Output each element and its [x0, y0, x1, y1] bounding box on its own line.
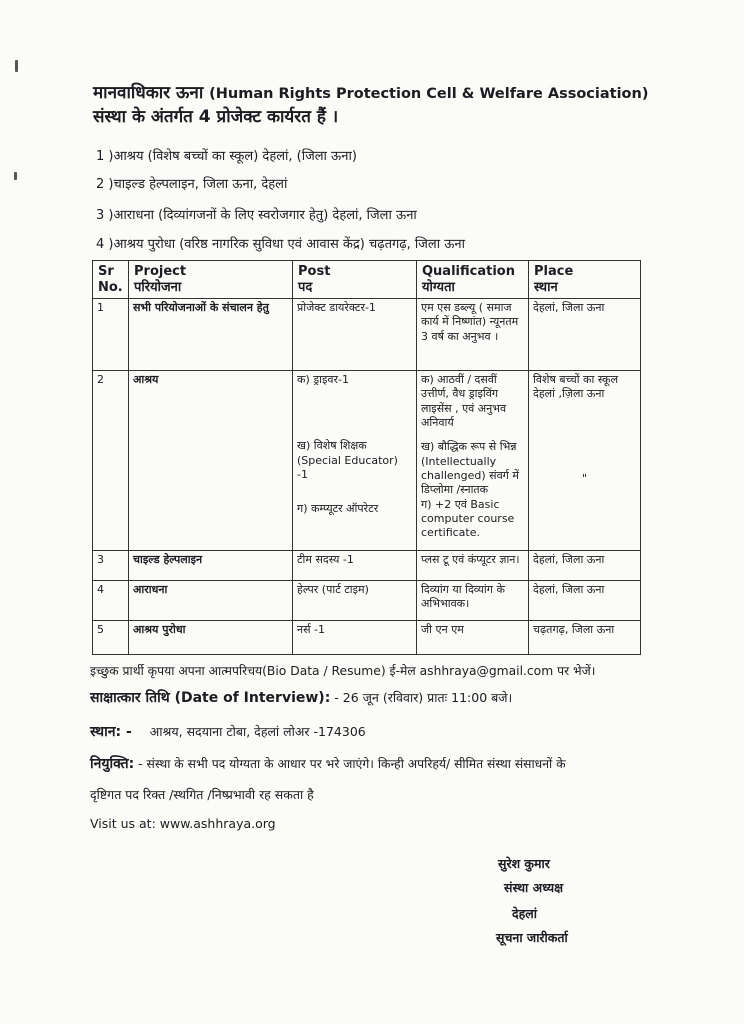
cell-sr: 3	[93, 551, 129, 581]
table-row	[93, 551, 641, 581]
qual-driver: क) आठवीं / दसवीं उत्तीर्ण, वैध ड्राइविंग लाइसेंस , एवं अनुभव अनिवार्य	[421, 373, 507, 430]
cell-post: प्रोजेक्ट डायरेक्टर-1	[293, 299, 417, 371]
cell-sr: 4	[93, 581, 129, 621]
cell-project: आराधना	[129, 581, 293, 621]
header-qualification	[417, 261, 529, 299]
table-row	[93, 299, 641, 371]
appointment-line-2: दृष्टिगत पद रिक्त /स्थगित /निष्प्रभावी रह सकता है	[90, 787, 314, 802]
header-project	[129, 261, 293, 299]
venue-value: आश्रय, सदयाना टोबा, देहलां लोअर -174306	[149, 724, 366, 739]
visit-link[interactable]: Visit us at: www.ashhraya.org	[90, 816, 276, 831]
table-header-row	[93, 261, 641, 299]
cell-project: आश्रय पुरोधा	[129, 621, 293, 655]
header-place	[529, 261, 641, 299]
cell-post: नर्स -1	[293, 621, 417, 655]
cell-project: चाइल्ड हेल्पलाइन	[129, 551, 293, 581]
cell-post: टीम सदस्य -1	[293, 551, 417, 581]
cell-project: सभी परियोजनाओं के संचालन हेतु	[129, 299, 293, 371]
ditto-mark: "	[581, 471, 588, 485]
header-place-hi: स्थान	[534, 279, 558, 295]
cell-post	[293, 371, 417, 551]
cell-qualification: जी एन एम	[417, 621, 529, 655]
project-item-4: 4 )आश्रय पुरोधा (वरिष्ठ नागरिक सुविधा एवं आवास केंद्र) चढ़तगढ़, जिला ऊना	[96, 237, 465, 252]
header-qual-en: Qualification	[422, 264, 515, 279]
table-row	[93, 581, 641, 621]
cell-qualification	[417, 371, 529, 551]
cell-place: देहलां, जिला ऊना	[529, 581, 641, 621]
appointment-label: नियुक्ति:	[90, 756, 135, 772]
signatory-place: देहलां	[512, 906, 537, 921]
interview-label: साक्षात्कार तिथि (Date of Interview):	[90, 690, 331, 706]
scan-speck	[14, 172, 17, 180]
cell-post: हेल्पर (पार्ट टाइम)	[293, 581, 417, 621]
table-row	[93, 371, 641, 551]
post-driver: क) ड्राइवर-1	[297, 373, 349, 387]
header-place-en: Place	[534, 264, 574, 279]
signatory-designation: संस्था अध्यक्ष	[504, 880, 564, 895]
header-post-en: Post	[298, 264, 331, 279]
cell-place: चढ़तगढ़, जिला ऊना	[529, 621, 641, 655]
header-post-hi: पद	[298, 279, 313, 295]
qual-computer-operator: ग) +2 एवं Basic computer course certificate.	[421, 497, 515, 540]
cell-place	[529, 371, 641, 551]
header-qual-hi: योग्यता	[422, 279, 455, 295]
venue	[90, 722, 366, 741]
project-item-2: 2 )चाइल्ड हेल्पलाइन, जिला ऊना, देहलां	[96, 177, 288, 192]
cell-sr: 1	[93, 299, 129, 371]
apply-instruction: इच्छुक प्रार्थी कृपया अपना आत्मपरिचय(Bio Data / Resume) ई-मेल ashhraya@gmail.com पर भेजें।	[90, 664, 596, 678]
interview-value: - 26 जून (रविवार) प्रातः 11:00 बजे।	[334, 690, 513, 705]
place-school: विशेष बच्चों का स्कूल देहलां ,ज़िला ऊना	[533, 373, 619, 401]
cell-qualification: प्लस टू एवं कंप्यूटर ज्ञान।	[417, 551, 529, 581]
cell-project: आश्रय	[129, 371, 293, 551]
qual-special-educator: ख) बौद्धिक रूप से भिन्न (Intellectually challenged) संवर्ग में डिप्लोमा /स्नातक	[421, 440, 519, 497]
cell-qualification: एम एस डब्ल्यू ( समाज कार्य में निष्णांत) न्यूनतम 3 वर्ष का अनुभव ।	[417, 299, 529, 371]
project-item-3: 3 )आराधना (दिव्यांगजनों के लिए स्वरोजगार हेतु) देहलां, जिला ऊना	[96, 208, 417, 223]
scan-speck	[15, 60, 18, 72]
heading-line-2: संस्था के अंतर्गत 4 प्रोजेक्ट कार्यरत हैं ।	[93, 107, 339, 127]
heading-english: (Human Rights Protection Cell & Welfare Association)	[209, 86, 649, 102]
cell-place: देहलां, जिला ऊना	[529, 551, 641, 581]
post-computer-operator: ग) कम्प्यूटर ऑपरेटर	[297, 502, 379, 516]
post-special-educator: ख) विशेष शिक्षक (Special Educator) -1	[297, 439, 398, 482]
cell-place: देहलां, जिला ऊना	[529, 299, 641, 371]
signatory-name: सुरेश कुमार	[498, 856, 550, 871]
project-item-1: 1 )आश्रय (विशेष बच्चों का स्कूल) देहलां, (जिला ऊना)	[96, 149, 357, 164]
header-post	[293, 261, 417, 299]
venue-label: स्थान: -	[90, 724, 132, 740]
interview-date	[90, 688, 512, 707]
cell-qualification: दिव्यांग या दिव्यांग के अभिभावक।	[417, 581, 529, 621]
appointment-note	[90, 754, 566, 773]
cell-sr: 5	[93, 621, 129, 655]
header-project-en: Project	[134, 264, 187, 279]
cell-sr: 2	[93, 371, 129, 551]
header-sr: Sr No.	[93, 261, 129, 299]
heading-hindi: मानवाधिकार ऊना	[93, 83, 204, 103]
appointment-line-1: - संस्था के सभी पद योग्यता के आधार पर भरे जाएंगे। किन्ही अपरिहर्य/ सीमित संस्था संसाधनों के	[138, 757, 566, 771]
header-project-hi: परियोजना	[134, 279, 182, 295]
heading-line-1	[93, 80, 648, 103]
signatory-role: सूचना जारीकर्ता	[496, 930, 568, 945]
table-row	[93, 621, 641, 655]
vacancy-table	[92, 260, 641, 655]
